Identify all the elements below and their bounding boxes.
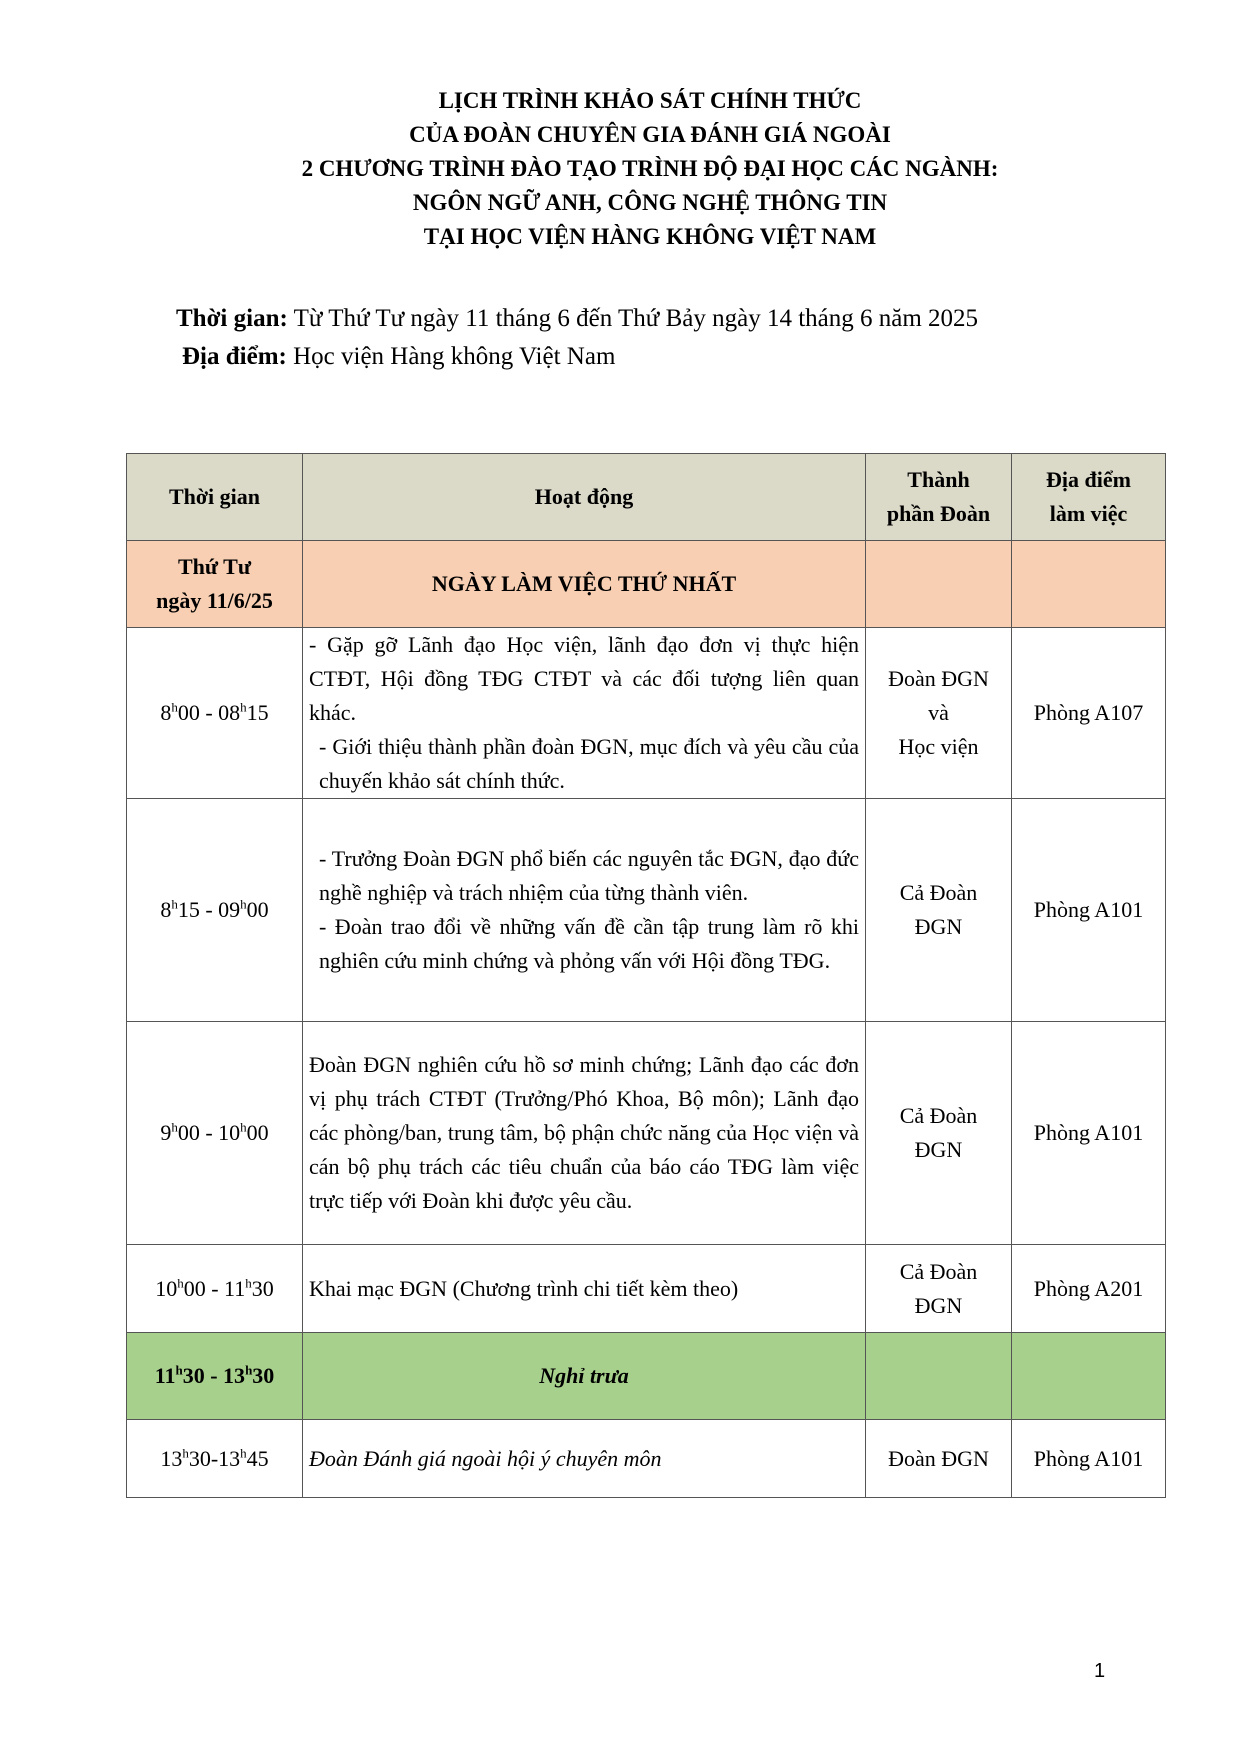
document-title <box>0 84 1241 254</box>
title-line-2: CỦA ĐOÀN CHUYÊN GIA ĐÁNH GIÁ NGOÀI <box>409 122 891 147</box>
activity-line: - Gặp gỡ Lãnh đạo Học viện, lãnh đạo đơn vị thực hiện CTĐT, Hội đồng TĐG CTĐT và các đối tượng liên quan khác. <box>309 632 859 725</box>
row-location: Phòng A107 <box>1012 628 1166 799</box>
title-line-3: 2 CHƯƠNG TRÌNH ĐÀO TẠO TRÌNH ĐỘ ĐẠI HỌC CÁC NGÀNH: <box>301 156 999 181</box>
header-location-line-2: làm việc <box>1049 501 1128 526</box>
lunch-time: 11$^h$30 - 13$^h$30 <box>127 1333 303 1420</box>
activity-line: - Trưởng Đoàn ĐGN phổ biến các nguyên tắc ĐGN, đạo đức nghề nghiệp và trách nhiệm của từng thành viên. <box>319 846 859 905</box>
day-empty-location <box>1012 541 1166 628</box>
row-location: Phòng A101 <box>1012 799 1166 1022</box>
header-members-line-1: Thành <box>907 467 970 492</box>
day-empty-members <box>866 541 1012 628</box>
row-activity <box>303 628 866 799</box>
meta-time <box>176 305 978 333</box>
table-row <box>127 799 1166 1022</box>
day-date <box>127 541 303 628</box>
header-activity: Hoạt động <box>303 454 866 541</box>
row-location: Phòng A201 <box>1012 1245 1166 1333</box>
title-line-1: LỊCH TRÌNH KHẢO SÁT CHÍNH THỨC <box>438 88 862 113</box>
meta-place <box>182 343 615 371</box>
row-members: Đoàn ĐGN <box>866 1420 1012 1498</box>
schedule-table <box>126 453 1166 1498</box>
row-members: Cả Đoàn ĐGN <box>866 1245 1012 1333</box>
row-location: Phòng A101 <box>1012 1022 1166 1245</box>
row-time: 8$^h$00 - 08$^h$15 <box>127 628 303 799</box>
table-row <box>127 1022 1166 1245</box>
row-activity <box>303 799 866 1022</box>
header-members <box>866 454 1012 541</box>
meta-time-label: Thời gian: <box>176 305 288 332</box>
row-time: 10$^h$00 - 11$^h$30 <box>127 1245 303 1333</box>
row-location: Phòng A101 <box>1012 1420 1166 1498</box>
lunch-empty-members <box>866 1333 1012 1420</box>
row-activity: Đoàn Đánh giá ngoài hội ý chuyên môn <box>303 1420 866 1498</box>
day-date-line-2: ngày 11/6/25 <box>156 588 273 613</box>
table-header-row <box>127 454 1166 541</box>
table-row <box>127 628 1166 799</box>
activity-line: - Giới thiệu thành phần đoàn ĐGN, mục đích và yêu cầu của chuyến khảo sát chính thức. <box>319 734 859 793</box>
header-location <box>1012 454 1166 541</box>
row-members: Cả Đoàn ĐGN <box>866 799 1012 1022</box>
row-time: 9$^h$00 - 10$^h$00 <box>127 1022 303 1245</box>
row-activity <box>303 1245 866 1333</box>
row-members: Đoàn ĐGN và Học viện <box>866 628 1012 799</box>
day-date-line-1: Thứ Tư <box>177 554 252 579</box>
activity-line: - Đoàn trao đổi về những vấn đề cần tập trung làm rõ khi nghiên cứu minh chứng và phỏng vấn với Hội đồng TĐG. <box>319 914 859 973</box>
title-line-4: NGÔN NGỮ ANH, CÔNG NGHỆ THÔNG TIN <box>412 190 888 215</box>
row-members: Cả Đoàn ĐGN <box>866 1022 1012 1245</box>
meta-place-value: Học viện Hàng không Việt Nam <box>293 343 616 370</box>
page-number: 1 <box>1094 1660 1106 1682</box>
day-title: NGÀY LÀM VIỆC THỨ NHẤT <box>303 541 866 628</box>
lunch-empty-location <box>1012 1333 1166 1420</box>
row-time: 8$^h$15 - 09$^h$00 <box>127 799 303 1022</box>
header-time: Thời gian <box>127 454 303 541</box>
header-location-line-1: Địa điểm <box>1046 467 1131 492</box>
table-row <box>127 1245 1166 1333</box>
header-members-line-2: phần Đoàn <box>886 501 991 526</box>
meta-place-label: Địa điểm: <box>182 343 287 370</box>
day-row <box>127 541 1166 628</box>
lunch-activity: Nghỉ trưa <box>303 1333 866 1420</box>
table-row <box>127 1420 1166 1498</box>
meta-time-value: Từ Thứ Tư ngày 11 tháng 6 đến Thứ Bảy ngày 14 tháng 6 năm 2025 <box>293 305 979 332</box>
row-time: 13$^h$30-13$^h$45 <box>127 1420 303 1498</box>
title-line-5: TẠI HỌC VIỆN HÀNG KHÔNG VIỆT NAM <box>423 224 877 249</box>
lunch-row <box>127 1333 1166 1420</box>
row-activity <box>303 1022 866 1245</box>
activity-line: Khai mạc ĐGN (Chương trình chi tiết kèm theo) <box>309 1275 739 1301</box>
activity-line: Đoàn ĐGN nghiên cứu hồ sơ minh chứng; Lãnh đạo các đơn vị phụ trách CTĐT (Trưởng/Phó Khoa, Bộ môn); Lãnh đạo các phòng/ban, trung tâm, bộ phận chức năng của Học viện và cán bộ phụ trách các tiêu chuẩn của báo cáo TĐG làm việc trực tiếp với Đoàn khi được yêu cầu. <box>309 1052 859 1213</box>
